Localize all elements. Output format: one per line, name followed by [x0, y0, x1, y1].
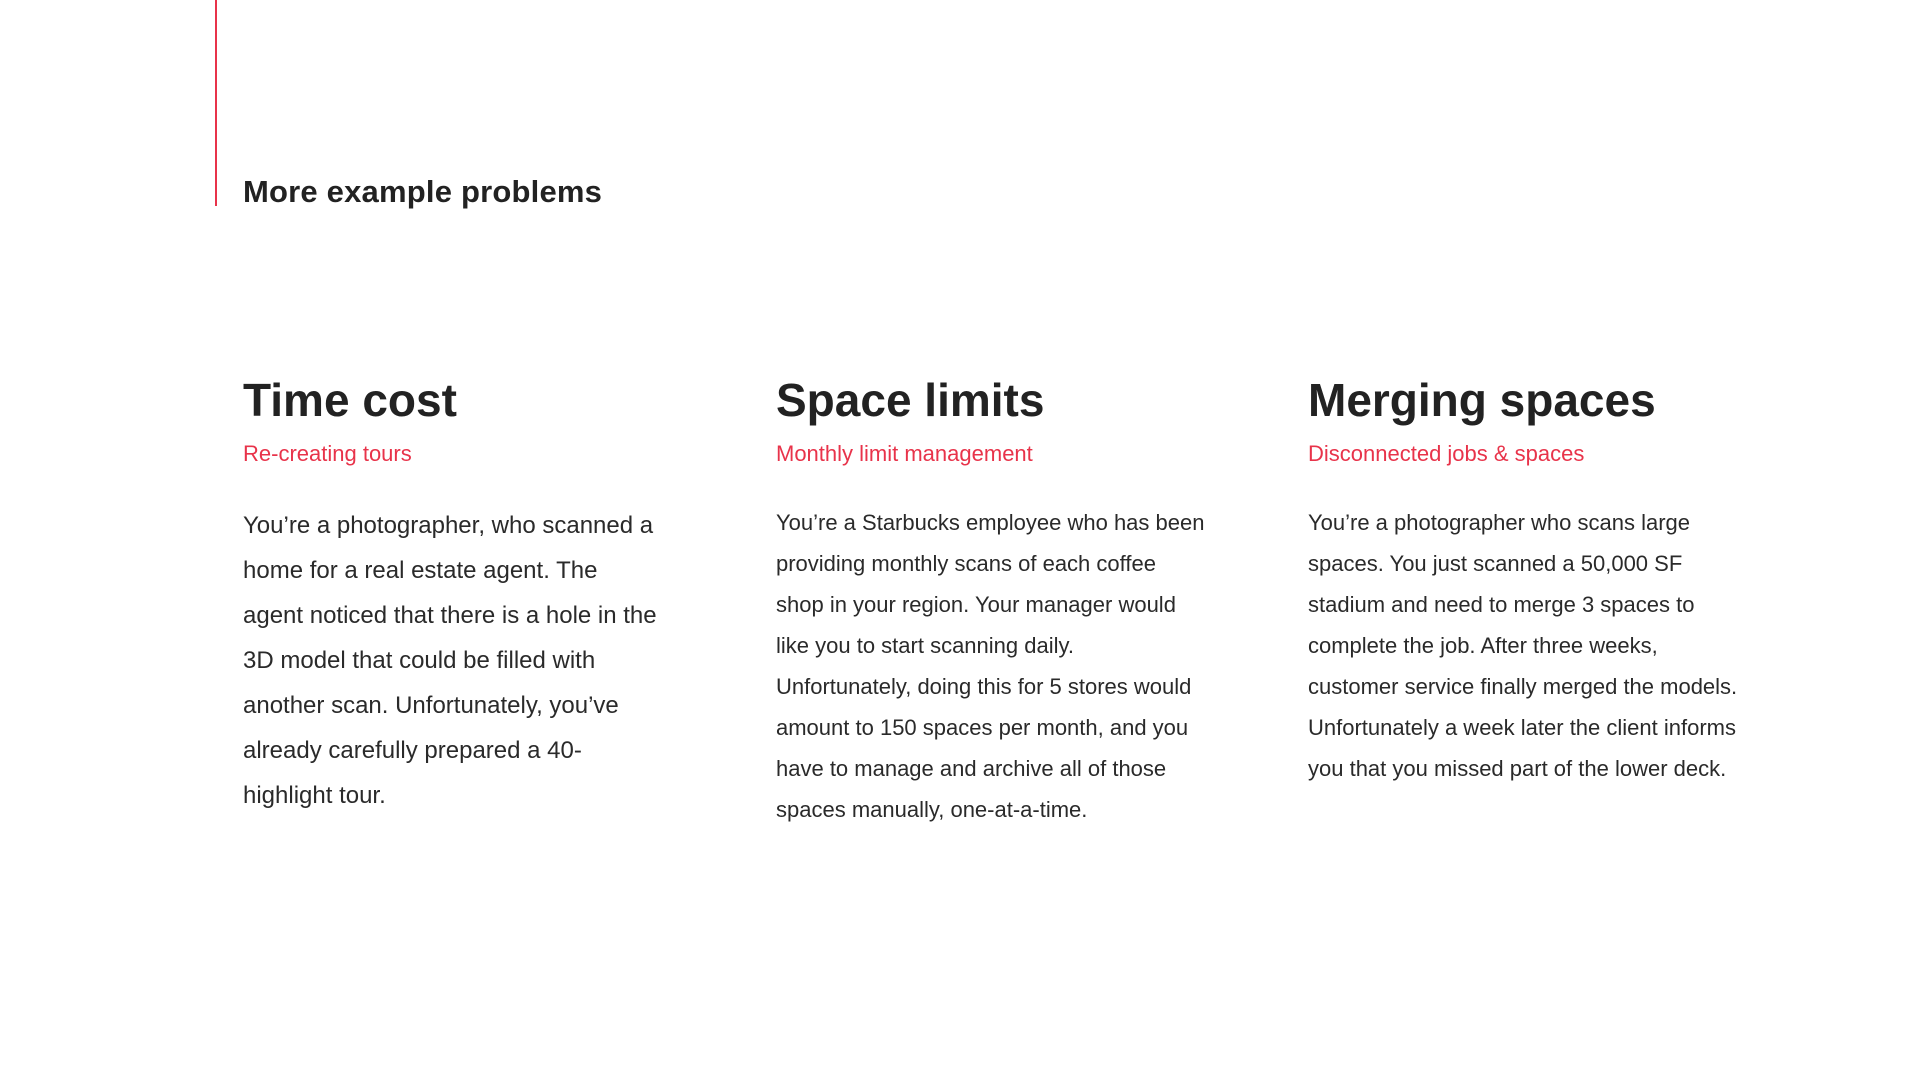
accent-rule: [215, 0, 217, 206]
problem-description: You’re a photographer who scans large spaces. You just scanned a 50,000 SF stadium and need to merge 3 spaces to complete the job. After three weeks, customer service finally merged the models. Unfortunately a week later the client informs you that you missed part of the lower deck.: [1308, 510, 1738, 781]
problem-subtitle: Re-creating tours: [243, 441, 412, 466]
problem-card-merging-spaces: [1308, 373, 1748, 789]
problem-card-time-cost: [243, 373, 683, 818]
problem-card-space-limits: [776, 373, 1216, 830]
problem-title: Space limits: [776, 374, 1045, 426]
problem-description: You’re a Starbucks employee who has been providing monthly scans of each coffee shop in your region. Your manager would like you to start scanning daily. Unfortunately, doing this for 5 stores would amount to 150 spaces per month, and you have to manage and archive all of those spaces manually, one-at-a-time.: [776, 510, 1205, 822]
problem-title: Time cost: [243, 374, 457, 426]
problem-subtitle: Disconnected jobs & spaces: [1308, 441, 1585, 466]
problem-description: You’re a photographer, who scanned a home for a real estate agent. The agent noticed that there is a hole in the 3D model that could be filled with another scan. Unfortunately, you’ve already carefully prepared a 40-highlight tour.: [243, 512, 657, 809]
page-title: More example problems: [243, 174, 603, 209]
problem-subtitle: Monthly limit management: [776, 441, 1033, 466]
problem-title: Merging spaces: [1308, 374, 1656, 426]
